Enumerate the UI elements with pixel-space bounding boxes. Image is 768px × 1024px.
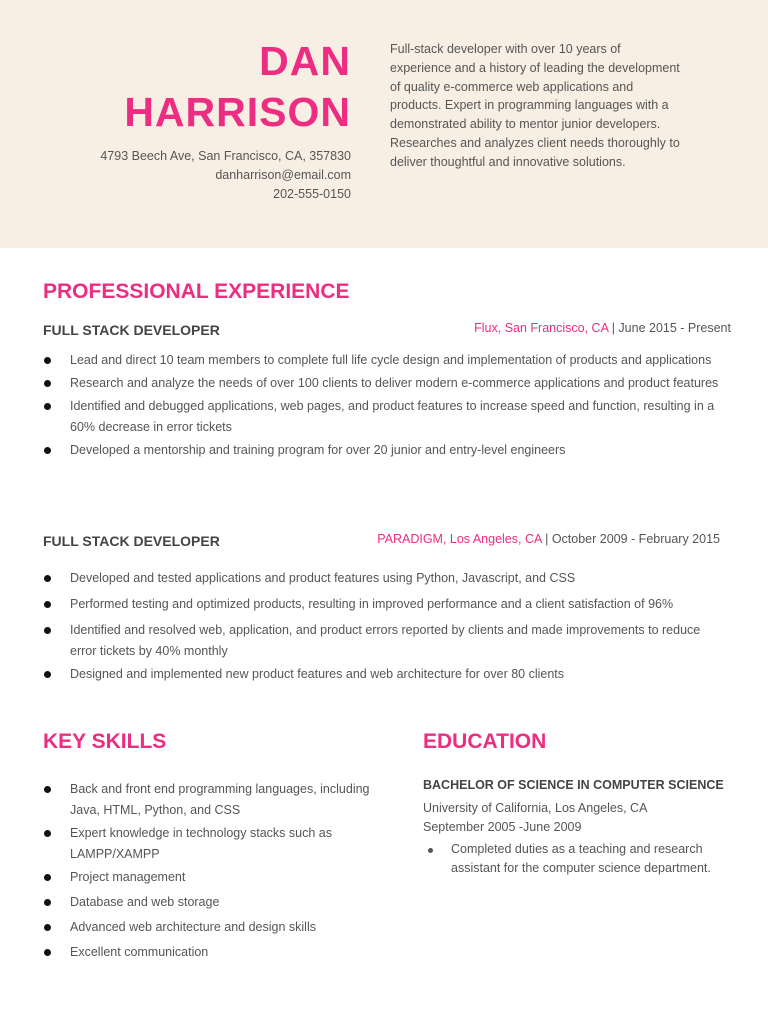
bullet-icon	[44, 786, 51, 793]
education-degree: BACHELOR OF SCIENCE IN COMPUTER SCIENCE	[423, 778, 724, 792]
education-heading: EDUCATION	[423, 730, 547, 753]
resume-header	[0, 0, 768, 248]
list-item: Back and front end programming languages, including Java, HTML, Python, and CSS	[70, 779, 390, 821]
bullet-icon	[44, 671, 51, 678]
contact-phone: 202-555-0150	[273, 187, 351, 201]
job-dates: | October 2009 - February 2015	[541, 532, 720, 546]
bullet-icon	[44, 949, 51, 956]
list-item: Expert knowledge in technology stacks such as LAMPP/XAMPP	[70, 823, 390, 865]
bullet-icon	[428, 848, 433, 853]
list-item: Project management	[70, 867, 390, 888]
bullet-icon	[44, 575, 51, 582]
skills-list	[70, 779, 390, 963]
bullet-icon	[44, 380, 51, 387]
list-item: Developed and tested applications and product features using Python, Javascript, and CSS	[70, 568, 730, 589]
job-company: Flux, San Francisco, CA	[474, 321, 609, 335]
bullet-icon	[44, 627, 51, 634]
education-school: University of California, Los Angeles, CA	[423, 801, 648, 815]
job-company: PARADIGM, Los Angeles, CA	[377, 532, 542, 546]
education-bullets	[451, 840, 741, 878]
list-item: Developed a mentorship and training program for over 20 junior and entry-level engineers	[70, 440, 730, 461]
bullet-icon	[44, 403, 51, 410]
list-item: Identified and debugged applications, web pages, and product features to increase speed and function, resulting in a 60% decrease in error tickets	[70, 396, 730, 438]
job-meta	[377, 530, 720, 548]
contact-email: danharrison@email.com	[215, 168, 351, 182]
first-name: DAN	[259, 38, 351, 84]
bullet-icon	[44, 601, 51, 608]
job-dates: | June 2015 - Present	[608, 321, 731, 335]
education-dates: September 2005 -June 2009	[423, 820, 582, 834]
last-name: HARRISON	[124, 89, 351, 135]
job-bullets	[70, 568, 730, 685]
bullet-icon	[44, 357, 51, 364]
job-meta	[474, 319, 731, 337]
list-item: Completed duties as a teaching and research assistant for the computer science department.	[451, 840, 741, 878]
list-item: Excellent communication	[70, 942, 390, 963]
professional-summary: Full-stack developer with over 10 years of experience and a history of leading the development of quality e-commerce web applications and products. Expert in programming languages with a demonstrated ability to mentor junior developers. Researches and analyzes client needs thoroughly to deliver thoughtful and innovative solutions.	[390, 42, 680, 169]
list-item: Performed testing and optimized products, resulting in improved performance and a client satisfaction of 96%	[70, 594, 730, 615]
job-title: FULL STACK DEVELOPER	[43, 533, 220, 549]
list-item: Identified and resolved web, application, and product errors reported by clients and made improvements to reduce error tickets by 40% monthly	[70, 620, 730, 662]
job-bullets	[70, 350, 730, 461]
list-item: Research and analyze the needs of over 100 clients to deliver modern e-commerce applications and product features	[70, 373, 730, 394]
bullet-icon	[44, 830, 51, 837]
bullet-icon	[44, 874, 51, 881]
experience-heading: PROFESSIONAL EXPERIENCE	[43, 280, 350, 303]
list-item: Lead and direct 10 team members to complete full life cycle design and implementation of products and applications	[70, 350, 730, 371]
bullet-icon	[44, 899, 51, 906]
list-item: Advanced web architecture and design skills	[70, 917, 390, 938]
list-item: Designed and implemented new product features and web architecture for over 80 clients	[70, 664, 730, 685]
list-item: Database and web storage	[70, 892, 390, 913]
contact-address: 4793 Beech Ave, San Francisco, CA, 357830	[100, 149, 351, 163]
skills-heading: KEY SKILLS	[43, 730, 167, 753]
bullet-icon	[44, 447, 51, 454]
bullet-icon	[44, 924, 51, 931]
job-title: FULL STACK DEVELOPER	[43, 322, 220, 338]
